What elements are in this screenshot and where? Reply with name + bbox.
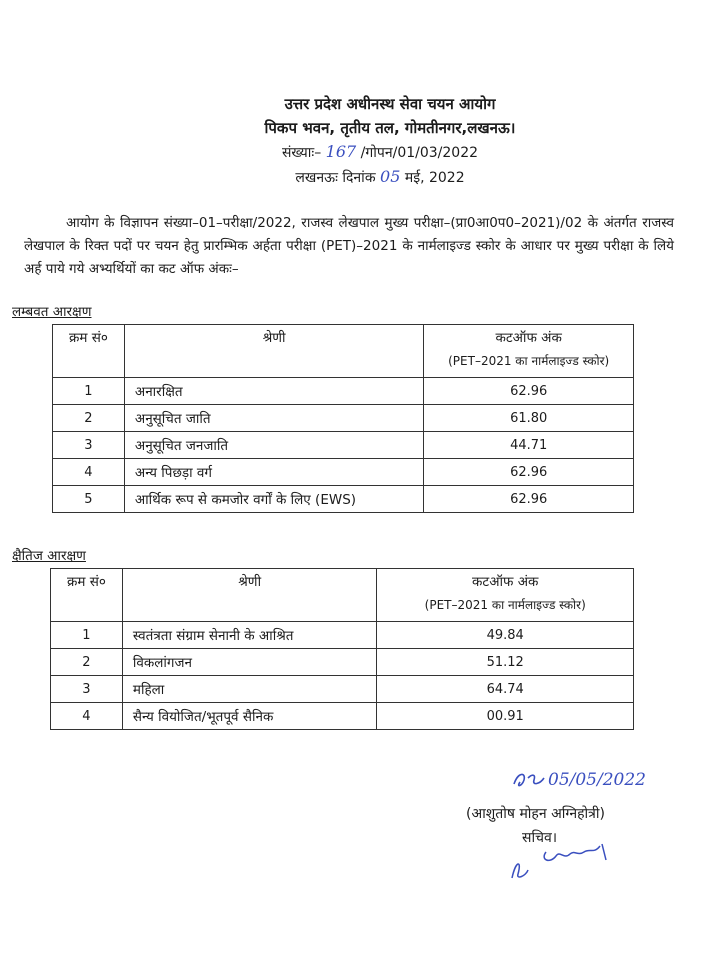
date-suffix: मई, 2022	[404, 170, 465, 186]
commission-name: उत्तर प्रदेश अधीनस्थ सेवा चयन आयोग	[284, 95, 496, 113]
table-header-row	[53, 325, 634, 378]
date-prefix: लखनऊः दिनांक	[295, 170, 376, 186]
reference-prefix: संख्याः–	[281, 145, 322, 161]
table-row: 5 आर्थिक रूप से कमजोर वर्गों के लिए (EWS) 62.96	[53, 486, 634, 513]
horizontal-cutoff-table	[50, 568, 634, 730]
table-row: 3 महिला 64.74	[51, 676, 634, 703]
table-row: 4 अन्य पिछड़ा वर्ग 62.96	[53, 459, 634, 486]
table-row: 1 स्वतंत्रता संग्राम सेनानी के आश्रित 49.84	[51, 622, 634, 649]
horizontal-reservation-title: क्षैतिज आरक्षण	[12, 548, 86, 564]
header-cutoff: कटऑफ अंक (PET–2021 का नार्मलाइज्ड स्कोर)	[424, 325, 634, 378]
commission-address: पिकप भवन, तृतीय तल, गोमतीनगर,लखनऊ।	[264, 119, 516, 137]
table-row: 4 सैन्य वियोजित/भूतपूर्व सैनिक 00.91	[51, 703, 634, 730]
vertical-reservation-title: लम्बवत आरक्षण	[12, 304, 92, 320]
signatory-designation: सचिव।	[522, 830, 558, 846]
header-serial: क्रम सं०	[51, 569, 123, 622]
table-row: 1 अनारक्षित 62.96	[53, 378, 634, 405]
signatory-name: (आशुतोष मोहन अग्निहोत्री)	[466, 806, 605, 822]
reference-suffix: /गोपन/01/03/2022	[360, 145, 479, 161]
table-header-row	[51, 569, 634, 622]
letter-header	[0, 92, 720, 190]
header-cutoff: कटऑफ अंक (PET–2021 का नार्मलाइज्ड स्कोर)	[377, 569, 634, 622]
header-serial: क्रम सं०	[53, 325, 125, 378]
notice-paragraph: आयोग के विज्ञापन संख्या–01–परीक्षा/2022, राजस्व लेखपाल मुख्य परीक्षा–(प्रा0आ0प0–2021)/02 के अंतर्गत राजस्व लेखपाल के रिक्त पदों पर चयन हेतु प्रारम्भिक अर्हता परीक्षा (PET)–2021 के नार्मलाइज्ड स्कोर के आधार पर मुख्य परीक्षा के लिये अर्ह पाये गये अभ्यर्थियों का कट ऑफ अंकः–	[24, 215, 674, 277]
table-row: 2 अनुसूचित जाति 61.80	[53, 405, 634, 432]
table-row: 2 विकलांगजन 51.12	[51, 649, 634, 676]
vertical-cutoff-table	[52, 324, 634, 513]
header-category: श्रेणी	[124, 325, 423, 378]
handwritten-signature	[506, 830, 626, 886]
reference-handwritten: 167	[325, 142, 357, 161]
signature-date: 05/05/2022	[548, 770, 646, 790]
date-handwritten: 05	[380, 167, 401, 186]
signature-initials	[510, 770, 550, 792]
letter-date	[40, 165, 720, 190]
table-row: 3 अनुसूचित जनजाति 44.71	[53, 432, 634, 459]
header-category: श्रेणी	[122, 569, 377, 622]
reference-number	[40, 140, 720, 165]
